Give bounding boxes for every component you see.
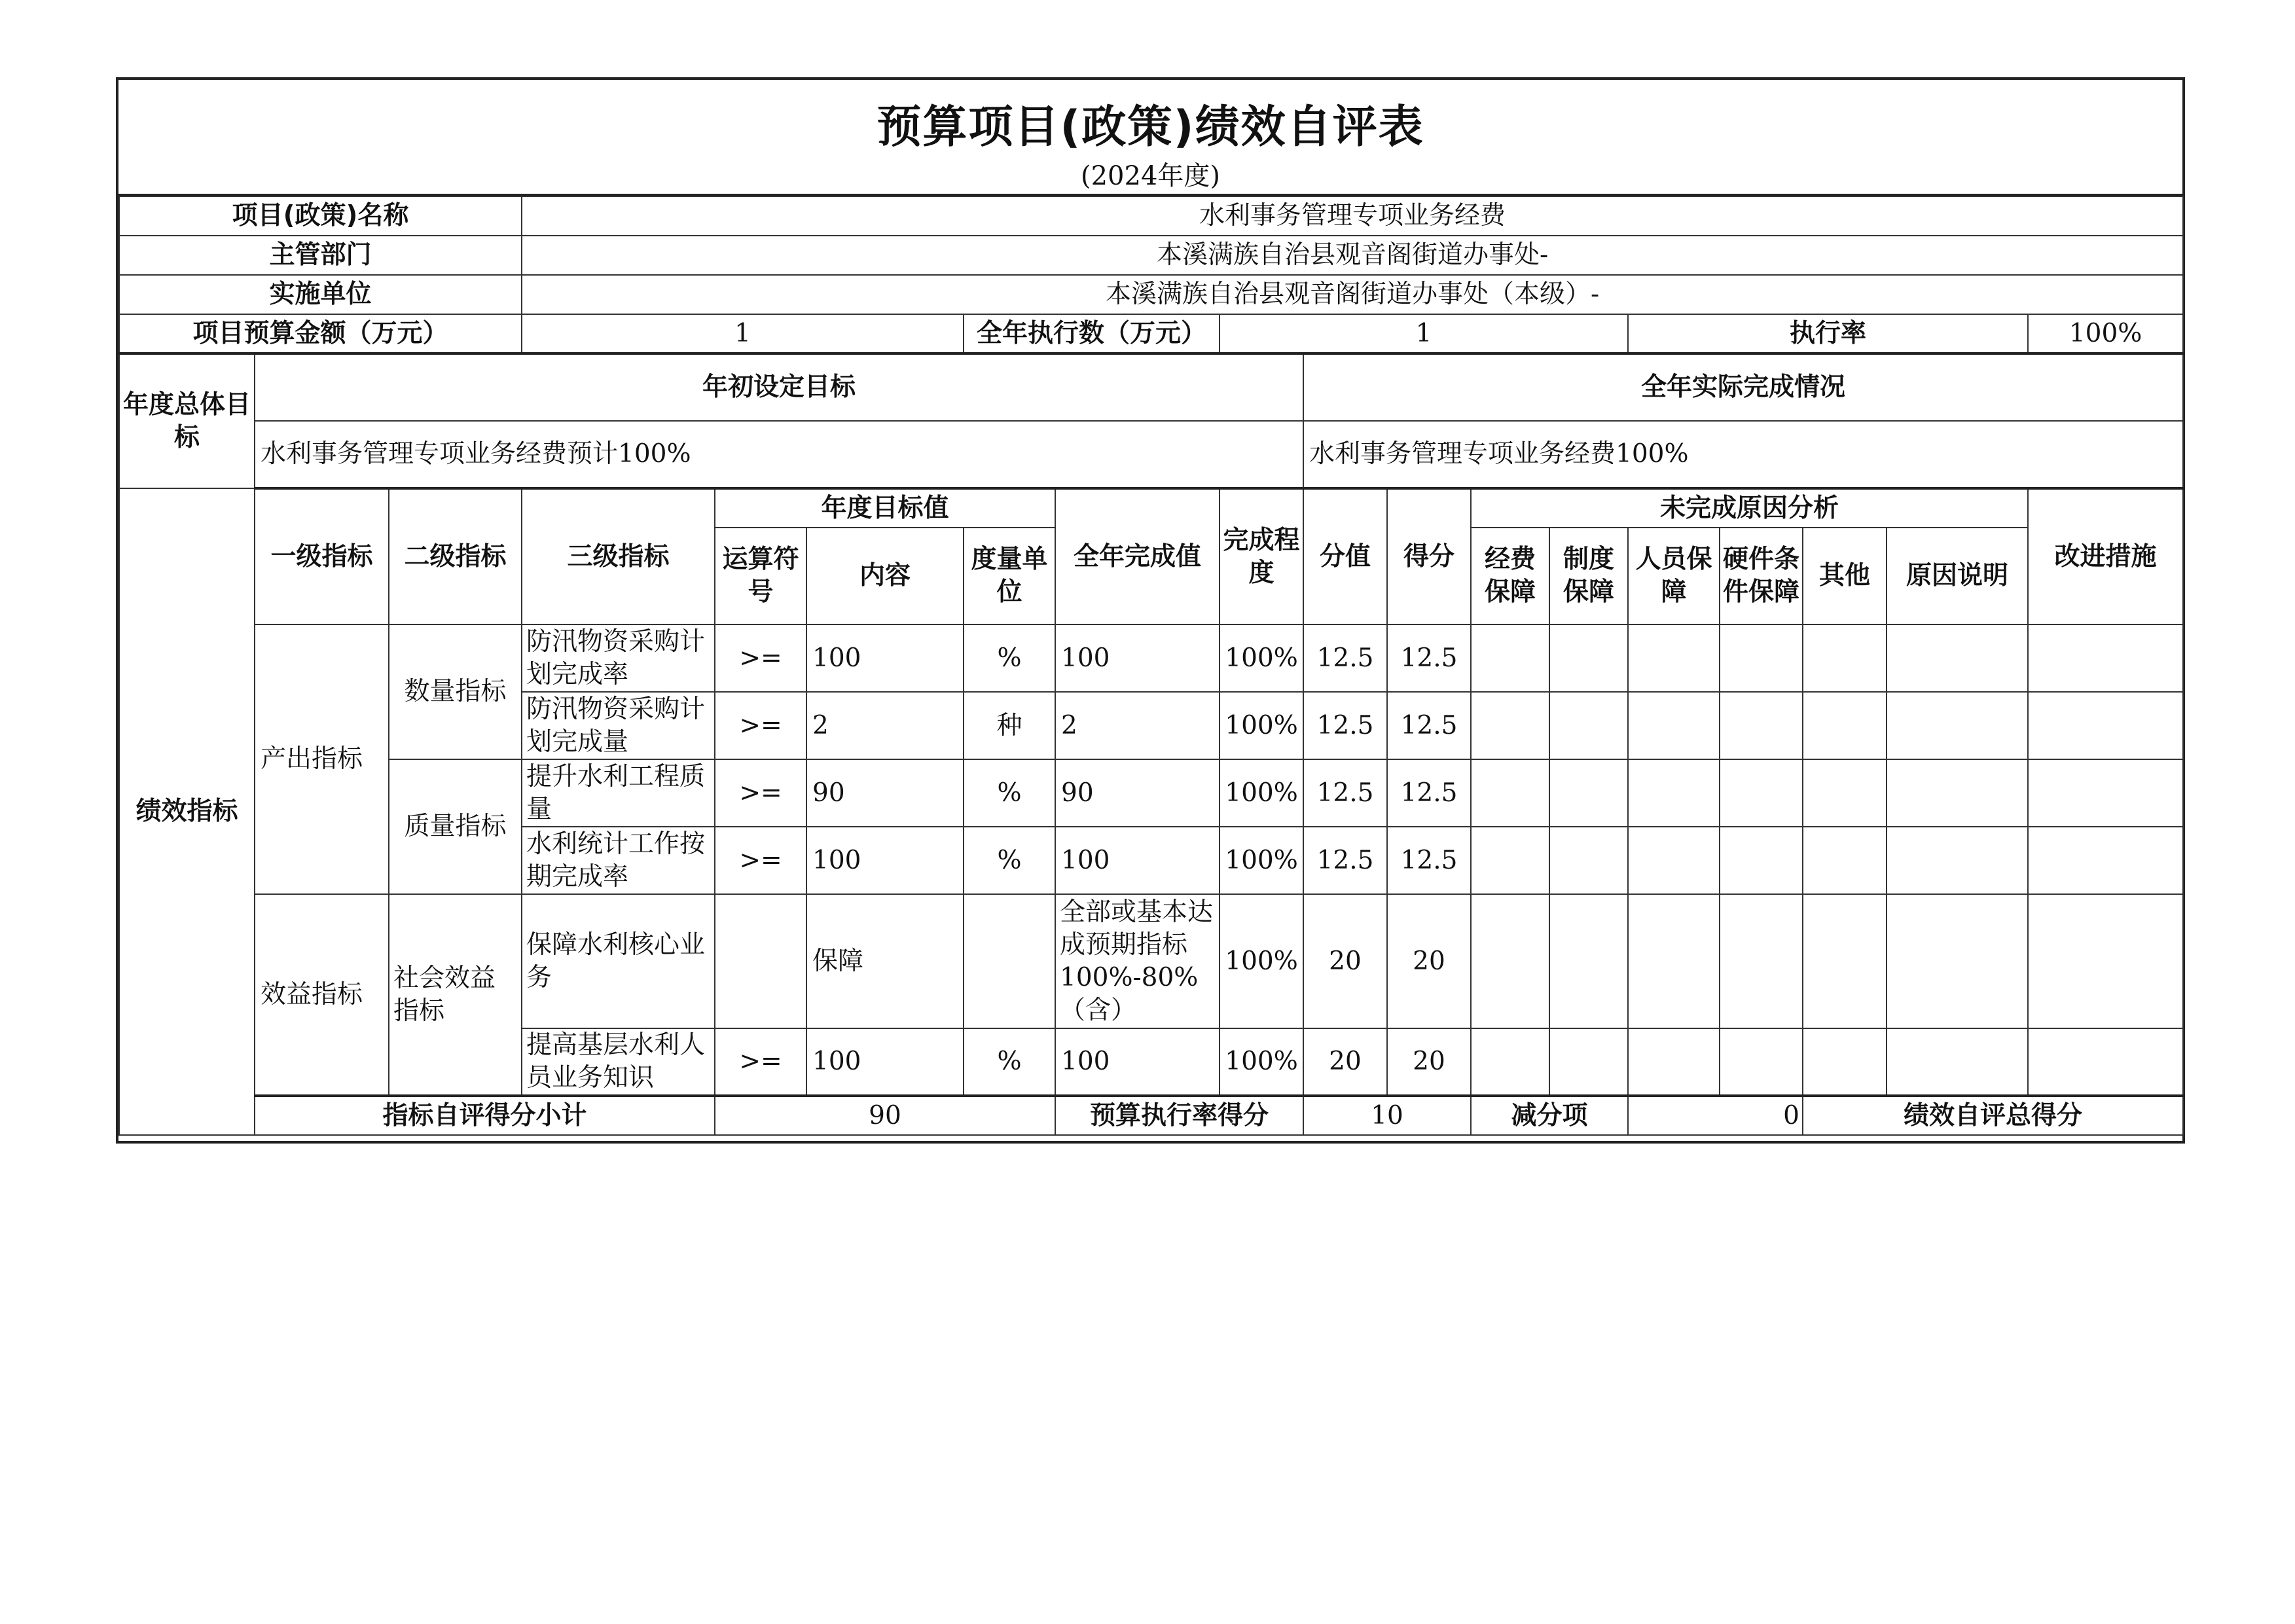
- exec-value: 1: [1220, 314, 1628, 353]
- summary-row: [119, 1096, 2183, 1135]
- blank-cell: [1549, 692, 1628, 759]
- blank-cell: [1720, 827, 1803, 894]
- deduction-label: 减分项: [1471, 1096, 1628, 1135]
- completion-cell: 100%: [1220, 827, 1303, 894]
- social-group-label: 社会效益指标: [389, 894, 522, 1096]
- score-cell: 12.5: [1387, 827, 1471, 894]
- indicator-name: 提高基层水利人员业务知识: [522, 1028, 715, 1096]
- indicator-header-row-1: [119, 488, 2183, 528]
- weight-cell: 20: [1303, 894, 1387, 1028]
- quantity-group-label: 数量指标: [389, 624, 522, 759]
- blank-cell: [2028, 827, 2183, 894]
- unfinished-header: 未完成原因分析: [1471, 488, 2028, 528]
- improve-header: 改进措施: [2028, 488, 2183, 624]
- rate-label: 执行率: [1628, 314, 2028, 353]
- self-evaluation-sheet: [116, 77, 2185, 1144]
- operator-cell: >=: [715, 1028, 806, 1096]
- blank-cell: [1720, 894, 1803, 1028]
- score-header: 得分: [1387, 488, 1471, 624]
- blank-cell: [1803, 692, 1887, 759]
- content-cell: 保障: [806, 894, 964, 1028]
- actual-cell: 全部或基本达成预期指标100%-80%（含）: [1055, 894, 1220, 1028]
- completion-cell: 100%: [1220, 894, 1303, 1028]
- subtotal-value: 90: [715, 1096, 1055, 1135]
- total-label: 绩效自评总得分: [1803, 1096, 2183, 1135]
- actual-cell: 100: [1055, 1028, 1220, 1096]
- actual-cell: 100: [1055, 827, 1220, 894]
- unit-row: [119, 275, 2183, 314]
- benefit-group-label: 效益指标: [255, 894, 389, 1096]
- unit-value: 本溪满族自治县观音阁街道办事处（本级）-: [522, 275, 2183, 314]
- operator-cell: >=: [715, 759, 806, 827]
- weight-cell: 12.5: [1303, 624, 1387, 692]
- reason-header: 原因说明: [1887, 528, 2028, 624]
- blank-cell: [1887, 894, 2028, 1028]
- unit-cell: %: [964, 624, 1055, 692]
- level1-header: 一级指标: [255, 488, 389, 624]
- score-cell: 20: [1387, 894, 1471, 1028]
- dept-label: 主管部门: [119, 236, 522, 275]
- system-header: 制度保障: [1549, 528, 1628, 624]
- project-name-row: [119, 196, 2183, 236]
- goals-text-row: [119, 421, 2183, 488]
- actual-header: 全年实际完成情况: [1303, 353, 2183, 421]
- blank-cell: [1471, 692, 1549, 759]
- operator-cell: [715, 894, 806, 1028]
- blank-cell: [1628, 759, 1720, 827]
- content-cell: 100: [806, 827, 964, 894]
- blank-cell: [1549, 1028, 1628, 1096]
- unit-cell: %: [964, 759, 1055, 827]
- completion-header: 完成程度: [1220, 488, 1303, 624]
- completion-cell: 100%: [1220, 624, 1303, 692]
- blank-cell: [1887, 1028, 2028, 1096]
- level3-header: 三级指标: [522, 488, 715, 624]
- budget-value: 1: [522, 314, 964, 353]
- blank-cell: [1887, 827, 2028, 894]
- table-row: [119, 624, 2183, 692]
- content-cell: 90: [806, 759, 964, 827]
- actual-cell: 2: [1055, 692, 1220, 759]
- actual-cell: 90: [1055, 759, 1220, 827]
- score-cell: 12.5: [1387, 759, 1471, 827]
- staff-header: 人员保障: [1628, 528, 1720, 624]
- blank-cell: [1720, 624, 1803, 692]
- unit-header: 度量单位: [964, 528, 1055, 624]
- blank-cell: [2028, 894, 2183, 1028]
- weight-cell: 12.5: [1303, 692, 1387, 759]
- hardware-header: 硬件条件保障: [1720, 528, 1803, 624]
- unit-cell: %: [964, 1028, 1055, 1096]
- score-cell: 12.5: [1387, 624, 1471, 692]
- operator-cell: >=: [715, 624, 806, 692]
- blank-cell: [1628, 1028, 1720, 1096]
- title-block: [118, 80, 2182, 196]
- target-header: 年初设定目标: [255, 353, 1303, 421]
- blank-cell: [2028, 1028, 2183, 1096]
- blank-cell: [1549, 894, 1628, 1028]
- exec-label: 全年执行数（万元）: [964, 314, 1220, 353]
- actual-cell: 100: [1055, 624, 1220, 692]
- content-cell: 100: [806, 624, 964, 692]
- unit-cell: 种: [964, 692, 1055, 759]
- unit-label: 实施单位: [119, 275, 522, 314]
- table-row: [119, 894, 2183, 1028]
- indicator-name: 保障水利核心业务: [522, 894, 715, 1028]
- unit-cell: %: [964, 827, 1055, 894]
- target-text: 水利事务管理专项业务经费预计100%: [255, 421, 1303, 488]
- page-subtitle: (2024年度): [1080, 161, 1220, 191]
- score-cell: 20: [1387, 1028, 1471, 1096]
- blank-cell: [1720, 1028, 1803, 1096]
- budget-label: 项目预算金额（万元）: [119, 314, 522, 353]
- score-cell: 12.5: [1387, 692, 1471, 759]
- funding-header: 经费保障: [1471, 528, 1549, 624]
- table-row: [119, 759, 2183, 827]
- indicators-section-label: 绩效指标: [119, 488, 255, 1135]
- blank-cell: [2028, 759, 2183, 827]
- blank-cell: [2028, 692, 2183, 759]
- annual-target-header: 年度目标值: [715, 488, 1055, 528]
- output-group-label: 产出指标: [255, 624, 389, 894]
- blank-cell: [1887, 759, 2028, 827]
- blank-cell: [1471, 759, 1549, 827]
- blank-cell: [1803, 759, 1887, 827]
- project-name-value: 水利事务管理专项业务经费: [522, 196, 2183, 236]
- evaluation-table: [118, 196, 2184, 1136]
- operator-cell: >=: [715, 692, 806, 759]
- indicator-name: 防汛物资采购计划完成率: [522, 624, 715, 692]
- blank-cell: [1628, 827, 1720, 894]
- blank-cell: [1471, 827, 1549, 894]
- level2-header: 二级指标: [389, 488, 522, 624]
- content-header: 内容: [806, 528, 964, 624]
- goals-section-label: 年度总体目标: [119, 353, 255, 488]
- page-title: 预算项目(政策)绩效自评表: [876, 101, 1424, 153]
- blank-cell: [1720, 692, 1803, 759]
- weight-cell: 20: [1303, 1028, 1387, 1096]
- actual-text: 水利事务管理专项业务经费100%: [1303, 421, 2183, 488]
- content-cell: 100: [806, 1028, 964, 1096]
- project-name-label: 项目(政策)名称: [119, 196, 522, 236]
- dept-value: 本溪满族自治县观音阁街道办事处-: [522, 236, 2183, 275]
- blank-cell: [1471, 1028, 1549, 1096]
- blank-cell: [1549, 624, 1628, 692]
- indicator-name: 防汛物资采购计划完成量: [522, 692, 715, 759]
- operator-cell: >=: [715, 827, 806, 894]
- blank-cell: [1803, 1028, 1887, 1096]
- budget-rate-value: 10: [1303, 1096, 1471, 1135]
- completion-cell: 100%: [1220, 692, 1303, 759]
- indicator-name: 水利统计工作按期完成率: [522, 827, 715, 894]
- blank-cell: [1471, 894, 1549, 1028]
- blank-cell: [1887, 692, 2028, 759]
- budget-row: [119, 314, 2183, 353]
- content-cell: 2: [806, 692, 964, 759]
- blank-cell: [2028, 624, 2183, 692]
- quality-group-label: 质量指标: [389, 759, 522, 894]
- blank-cell: [1803, 827, 1887, 894]
- blank-cell: [1549, 759, 1628, 827]
- completion-cell: 100%: [1220, 759, 1303, 827]
- blank-cell: [1887, 624, 2028, 692]
- actual-value-header: 全年完成值: [1055, 488, 1220, 624]
- goals-header-row: [119, 353, 2183, 421]
- blank-cell: [1628, 624, 1720, 692]
- blank-cell: [1803, 624, 1887, 692]
- blank-cell: [1471, 624, 1549, 692]
- blank-cell: [1720, 759, 1803, 827]
- blank-cell: [1628, 692, 1720, 759]
- weight-cell: 12.5: [1303, 759, 1387, 827]
- deduction-value: 0: [1628, 1096, 1803, 1135]
- indicator-name: 提升水利工程质量: [522, 759, 715, 827]
- blank-cell: [1803, 894, 1887, 1028]
- completion-cell: 100%: [1220, 1028, 1303, 1096]
- other-header: 其他: [1803, 528, 1887, 624]
- rate-value: 100%: [2028, 314, 2183, 353]
- blank-cell: [1628, 894, 1720, 1028]
- weight-header: 分值: [1303, 488, 1387, 624]
- budget-rate-label: 预算执行率得分: [1055, 1096, 1303, 1135]
- operator-header: 运算符号: [715, 528, 806, 624]
- unit-cell: [964, 894, 1055, 1028]
- blank-cell: [1549, 827, 1628, 894]
- dept-row: [119, 236, 2183, 275]
- subtotal-label: 指标自评得分小计: [255, 1096, 715, 1135]
- weight-cell: 12.5: [1303, 827, 1387, 894]
